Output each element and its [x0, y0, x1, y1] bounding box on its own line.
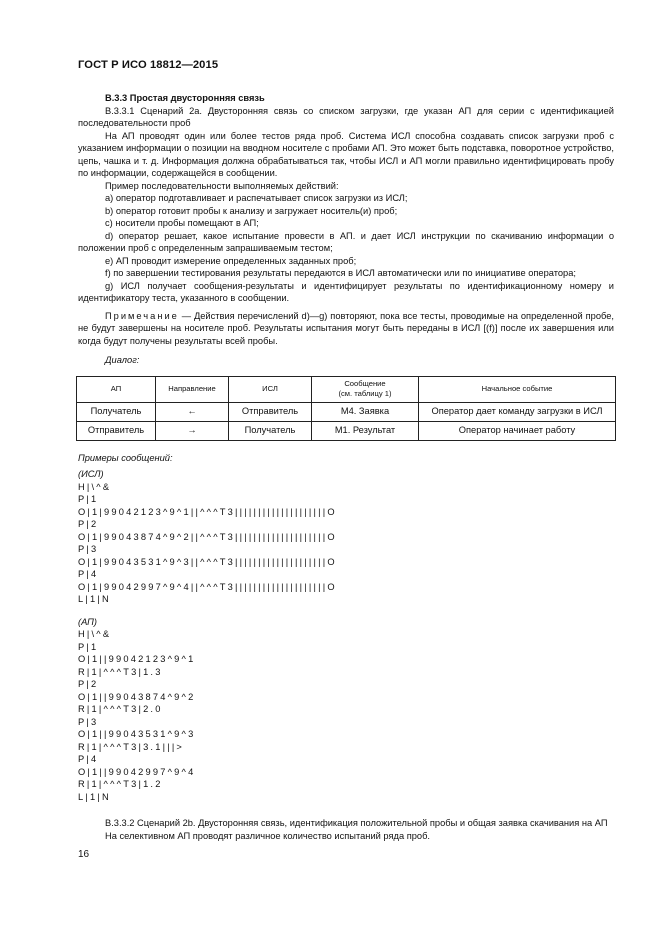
message-line: P|4 [78, 754, 99, 764]
examples-label: Примеры сообщений: [78, 452, 173, 463]
scenario-2b-heading: В.3.3.2 Сценарий 2b. Двусторонняя связь, идентификация положительной пробы и общая заявка скачивания на АП [105, 818, 608, 828]
message-line: L|1|N [78, 791, 111, 802]
message-line: R|1|^^^T3|1.3 [78, 666, 163, 677]
list-item: g) ИСЛ получает сообщения-результаты и идентифицирует результаты по идентификационному номеру и идентификатору теста, указанного в сообщении. [78, 280, 614, 303]
sequence-intro: Пример последовательности выполняемых действий: [105, 180, 339, 191]
table-header-row [77, 376, 616, 402]
page-number: 16 [78, 849, 90, 860]
table-cell: Оператор начинает работу [419, 421, 616, 440]
list-item: b) оператор готовит пробы к анализу и загружает носитель(и) проб; [105, 205, 398, 216]
table-row [77, 402, 616, 421]
message-line: O|1|99043874^9^2||^^^T3||||||||||||||||||||O [78, 531, 337, 542]
list-item: a) оператор подготавливает и распечатывает список загрузки из ИСЛ; [105, 193, 408, 203]
message-line: L|1|N [78, 594, 111, 604]
note-paragraph [78, 310, 614, 348]
note-text: — Действия перечислений d)—g) повторяют, пока все тесты, проводимые на определенной пробе, не будут завершены на носителе проб. Результаты испытания могут быть переданы в ИСЛ [(f)] после их завершения или когда будут получены результаты всей пробы. [78, 310, 614, 346]
list-item: f) по завершении тестирования результаты передаются в ИСЛ автоматически или по инициативе оператора; [105, 268, 576, 278]
message-line: O|1||99042997^9^4 [78, 766, 196, 777]
list-item: e) АП проводит измерение определенных заданных проб; [105, 255, 357, 266]
message-line: P|1 [78, 494, 99, 504]
message-line: O|1||99042123^9^1 [78, 654, 196, 664]
column-header-isl: ИСЛ [229, 376, 312, 402]
paragraph-description: На АП проводят один или более тестов ряда проб. Система ИСЛ способна создавать список загрузки проб с указанием информации о позиции на вводном носителе с пробами АП. Это может быть подставка, поворотное устройство, цепь, чашка и т. д. Информация должна обрабатываться так, чтобы ИСЛ и АП могли правильно идентифицировать пробу по информации, содержащейся в сообщении. [78, 130, 614, 178]
message-line: P|1 [78, 641, 99, 652]
message-line: O|1|99042997^9^4||^^^T3||||||||||||||||||||O [78, 581, 337, 592]
document-body [78, 92, 614, 842]
table-cell: М4. Заявка [312, 402, 419, 421]
message-line: R|1|^^^T3|1.2 [78, 779, 163, 789]
scenario-2a-heading: В.3.3.1 Сценарий 2а. Двусторонняя связь со списком загрузки, где указан АП для серии с идентификацией последовательности проб [78, 105, 614, 128]
isl-message-block [78, 481, 614, 606]
column-header-ap: АП [77, 376, 156, 402]
dialog-label: Диалог: [105, 355, 140, 365]
message-line: P|2 [78, 519, 99, 529]
table-row [77, 421, 616, 440]
table-cell: Отправитель [229, 402, 312, 421]
section-heading: B.3.3 Простая двусторонняя связь [105, 93, 265, 103]
message-line: P|3 [78, 716, 99, 727]
list-item: d) оператор решает, какое испытание провести в АП. и дает ИСЛ инструкции по скачиванию информации о положении проб с определенным запрашиваемым тестом; [78, 230, 614, 253]
message-line: H|\^& [78, 629, 112, 639]
message-line: P|3 [78, 544, 99, 554]
table-cell: Получатель [229, 421, 312, 440]
ap-messages-label: (АП) [78, 616, 97, 627]
column-header-initial-event: Начальное событие [419, 376, 616, 402]
message-line: P|2 [78, 679, 99, 689]
list-item: c) носители пробы помещают в АП; [105, 218, 259, 228]
message-line: R|1|^^^T3|3.1|||> [78, 741, 185, 752]
document-header: ГОСТ Р ИСО 18812—2015 [78, 59, 219, 71]
message-line: O|1||99043874^9^2 [78, 691, 196, 702]
message-line: O|1|99042123^9^1||^^^T3||||||||||||||||||||O [78, 506, 337, 517]
direction-arrow-right-icon: → [156, 421, 229, 440]
note-label: Примечание [105, 310, 179, 321]
message-line: O|1|99043531^9^3||^^^T3||||||||||||||||||||O [78, 556, 337, 567]
table-cell: Получатель [77, 402, 156, 421]
message-line: P|4 [78, 569, 99, 579]
table-cell: М1. Результат [312, 421, 419, 440]
column-header-direction: Направление [156, 376, 229, 402]
message-line: H|\^& [78, 481, 112, 492]
direction-arrow-left-icon: ← [156, 402, 229, 421]
scenario-2b-text: На селективном АП проводят различное количество испытаний ряда проб. [105, 830, 430, 841]
table-cell: Отправитель [77, 421, 156, 440]
message-line: O|1||99043531^9^3 [78, 729, 196, 739]
column-header-message: Сообщение (см. таблицу 1) [312, 376, 419, 402]
ap-message-block [78, 628, 614, 803]
table-cell: Оператор дает команду загрузки в ИСЛ [419, 402, 616, 421]
message-line: R|1|^^^T3|2.0 [78, 704, 163, 714]
isl-messages-label: (ИСЛ) [78, 469, 104, 479]
dialog-table [76, 376, 616, 441]
